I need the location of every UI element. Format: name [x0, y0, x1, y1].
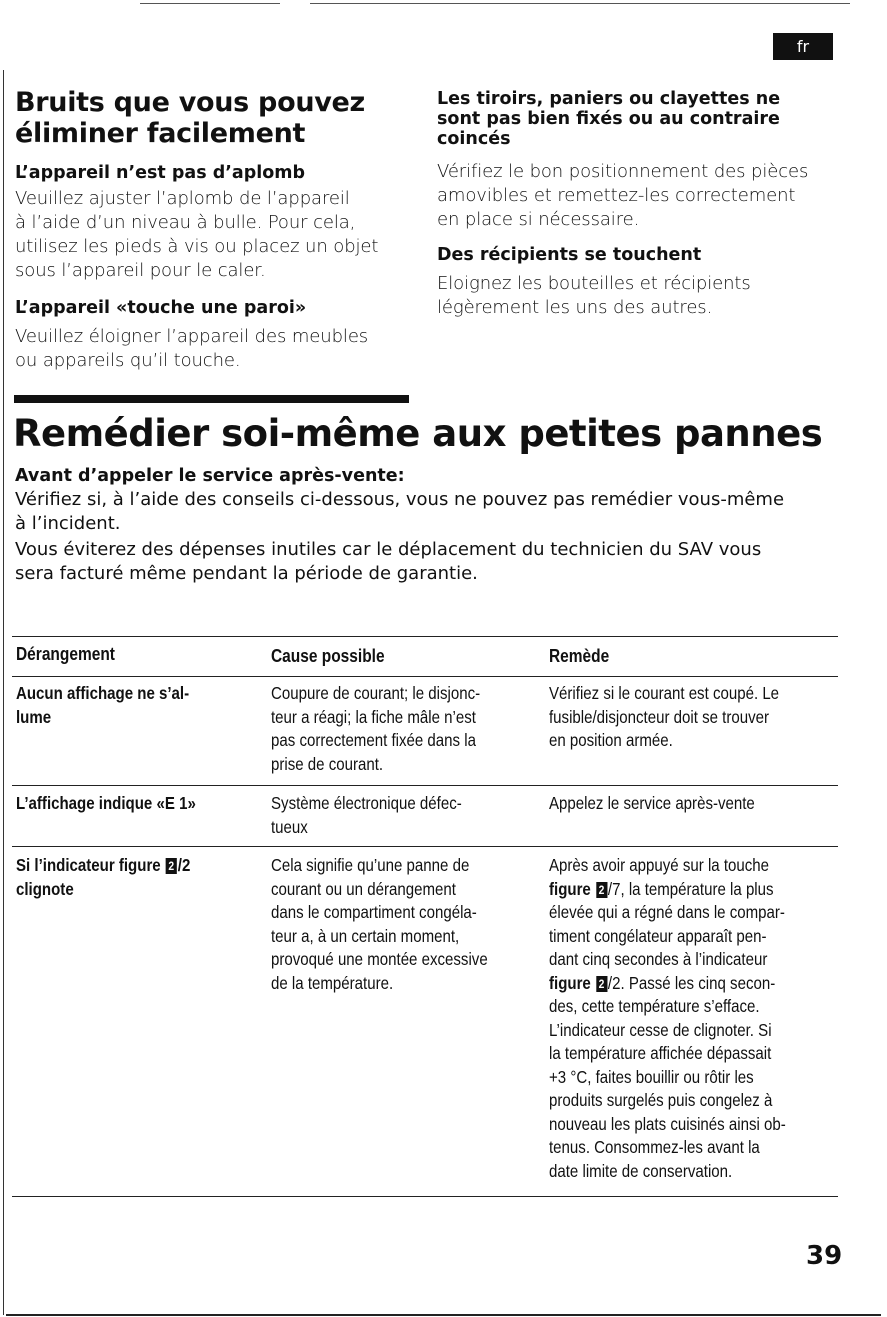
- row2-rule: [12, 846, 838, 847]
- table-bottom-rule: [12, 1196, 838, 1197]
- key-2-icon: 2: [596, 882, 607, 898]
- page-number: 39: [806, 1241, 843, 1271]
- language-badge: fr: [773, 33, 833, 60]
- section-divider: [14, 395, 409, 403]
- row1-cause: Coupure de courant; le disjonc- teur a réagi; la fiche mâle n’est pas correctement fixée dans la prise de courant.: [271, 683, 481, 774]
- intro-heading: Avant d’appeler le service après-vente:: [15, 466, 405, 486]
- row2-remedy: Appelez le service après-vente: [549, 793, 755, 813]
- sub4-text: Eloignez les bouteilles et récipients légèrement les uns des autres.: [437, 273, 751, 318]
- header-problem: Dérangement: [16, 644, 115, 664]
- row1-rule: [12, 785, 838, 786]
- sub2-text: Veuillez éloigner l’appareil des meubles ou appareils qu’il touche.: [15, 326, 369, 371]
- section2-title: Remédier soi-même aux petites pannes: [13, 412, 823, 455]
- top-rule-right: [310, 3, 850, 4]
- header-rule: [12, 676, 838, 677]
- row2-problem: L’affichage indique «E 1»: [16, 793, 196, 813]
- sub1-heading: L’appareil n’est pas d’aplomb: [15, 163, 306, 183]
- key-2-icon: 2: [166, 858, 177, 874]
- margin-rule: [3, 70, 4, 1315]
- sub2-heading: L’appareil «touche une paroi»: [15, 298, 307, 318]
- table-top-rule: [12, 636, 838, 637]
- row2-cause: Système électronique défec- tueux: [271, 793, 462, 837]
- row1-problem: Aucun affichage ne s’al- lume: [16, 683, 190, 727]
- key-2-icon: 2: [596, 976, 607, 992]
- section1-title: Bruits que vous pouvez éliminer facilement: [15, 87, 365, 149]
- row1-remedy: Vérifiez si le courant est coupé. Le fusible/disjoncteur doit se trouver en position armée.: [549, 683, 780, 750]
- row3-remedy: Après avoir appuyé sur la touche figure 2 /7, la température la plus élevée qui a régné dans le compar- timent congélateur apparaît pen- dant cinq secondes à l’indicateur figure 2 /2. Passé les cinq secon- des, cette température s’efface. L’indicateur cesse de clignoter. Si la température affichée dépassait +3 °C, faites bouillir ou rôtir les produits surgelés puis congelez à nouveau les plats cuisinés ainsi ob- tenus. Consommez-les avant la date limite de conservation.: [549, 855, 786, 1181]
- row3-cause: Cela signifie qu’une panne de courant ou un dérangement dans le compartiment congéla- teur a, à un certain moment, provoqué une montée excessive de la température.: [271, 855, 488, 993]
- top-rule-left: [140, 3, 280, 4]
- sub1-text: Veuillez ajuster l’aplomb de l’appareil à l’aide d’un niveau à bulle. Pour cela, utilisez les pieds à vis ou placez un objet sous l’appareil pour le caler.: [15, 188, 379, 281]
- sub3-text: Vérifiez le bon positionnement des pièces amovibles et remettez-les correctement en place si nécessaire.: [437, 161, 809, 230]
- sub4-heading: Des récipients se touchent: [437, 245, 702, 265]
- header-cause: Cause possible: [271, 646, 385, 666]
- bottom-rule: [6, 1314, 881, 1316]
- header-remedy: Remède: [549, 646, 610, 666]
- sub3-heading: Les tiroirs, paniers ou clayettes ne sont pas bien fixés ou au contraire coincés: [437, 89, 781, 149]
- intro-paragraph-1: Vérifiez si, à l’aide des conseils ci-dessous, vous ne pouvez pas remédier vous-même à l’incident.: [15, 489, 785, 534]
- row3-problem: Si l’indicateur figure 2 /2 clignote: [16, 855, 191, 899]
- intro-paragraph-2: Vous éviterez des dépenses inutiles car le déplacement du technicien du SAV vous sera facturé même pendant la période de garantie.: [15, 539, 762, 584]
